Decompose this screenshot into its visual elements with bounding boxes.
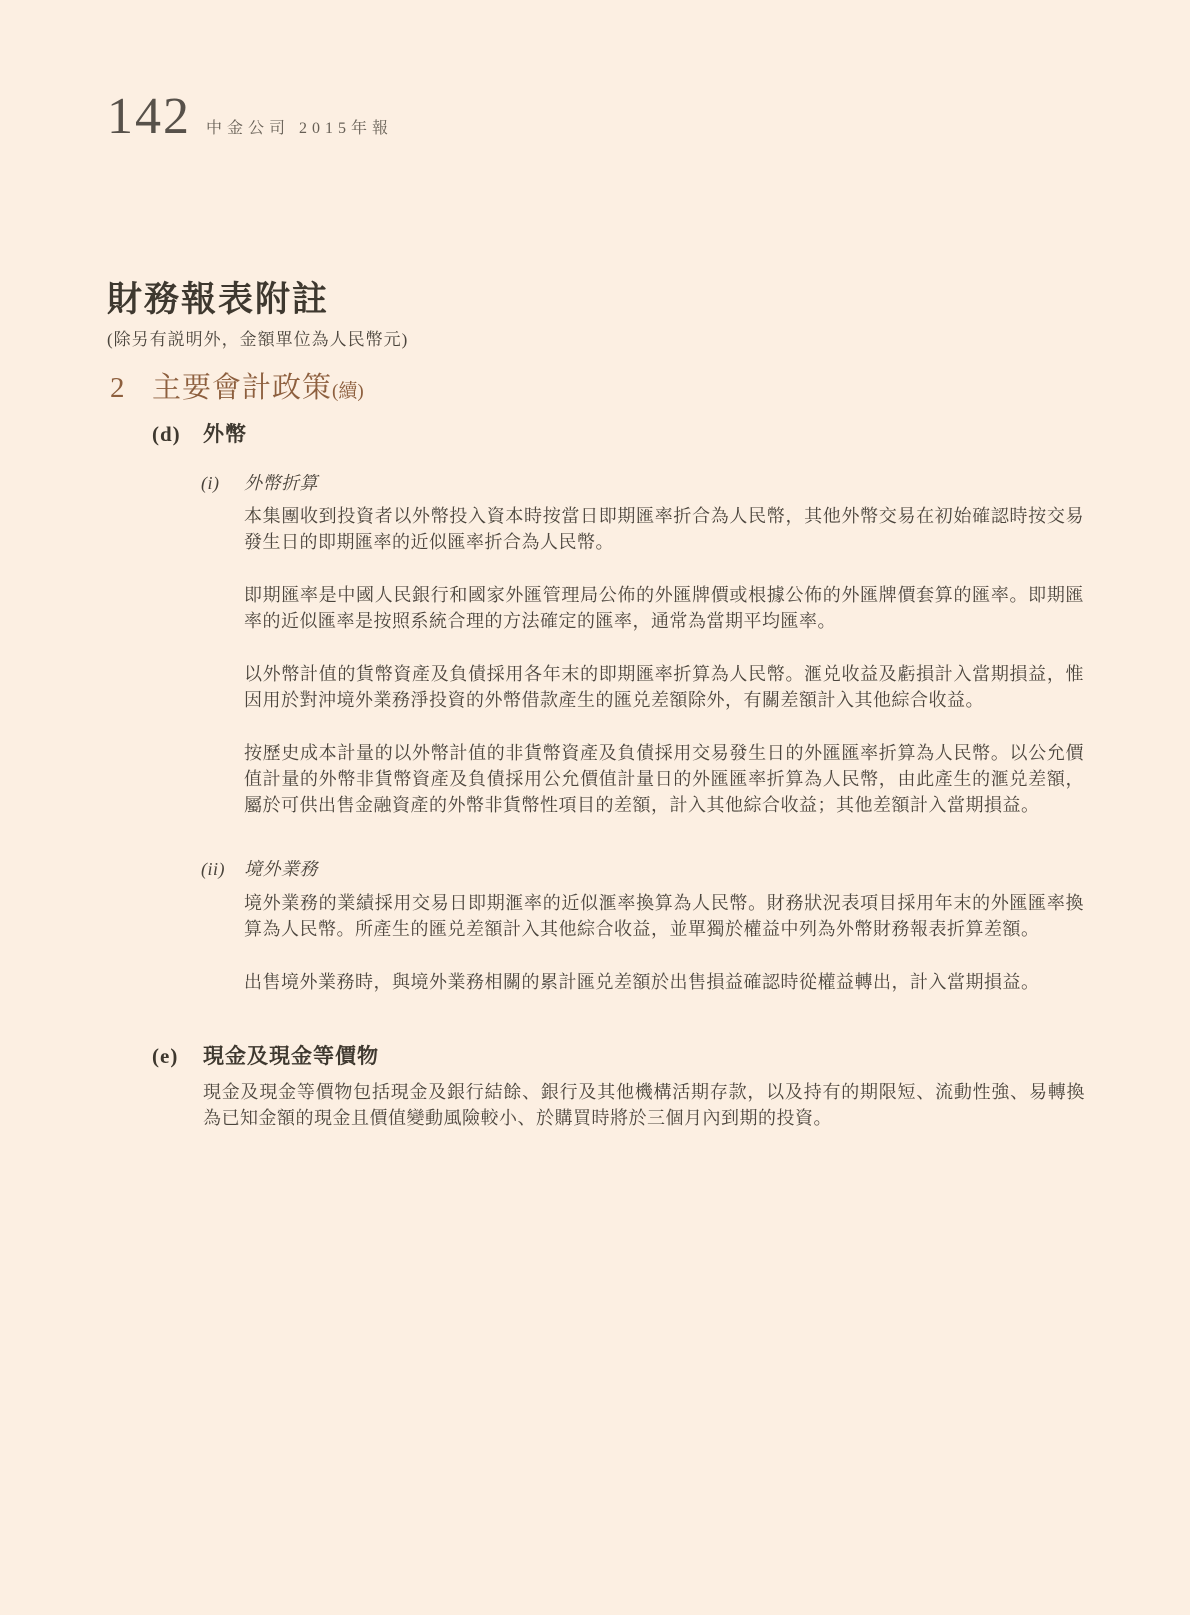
item-i-paragraph-2: 即期匯率是中國人民銀行和國家外匯管理局公佈的外匯牌價或根據公佈的外匯牌價套算的匯率。即期匯率的近似匯率是按照系統合理的方法確定的匯率，通常為當期平均匯率。 [244, 585, 1084, 631]
section-number: 2 [110, 372, 126, 404]
document-title: 財務報表附註 [107, 280, 330, 319]
item-i-title: 外幣折算 [244, 473, 318, 493]
item-i-label: (i) [201, 473, 220, 493]
subsection-e-label: (e) [152, 1044, 179, 1068]
item-i-heading [201, 469, 318, 495]
subsection-e-heading [152, 1040, 379, 1070]
item-ii-paragraph-2: 出售境外業務時，與境外業務相關的累計匯兑差額於出售損益確認時從權益轉出，計入當期損益。 [244, 972, 1040, 992]
page-header [107, 88, 393, 145]
page-number: 142 [107, 88, 191, 145]
item-i-paragraph-1: 本集團收到投資者以外幣投入資本時按當日即期匯率折合為人民幣，其他外幣交易在初始確認時按交易發生日的即期匯率的近似匯率折合為人民幣。 [244, 506, 1084, 552]
item-ii-heading [201, 855, 318, 881]
item-ii-title: 境外業務 [244, 859, 318, 879]
item-ii-label: (ii) [201, 859, 225, 879]
item-ii-paragraph-1: 境外業務的業績採用交易日即期滙率的近似滙率換算為人民幣。財務狀況表項目採用年末的外匯匯率換算為人民幣。所產生的匯兑差額計入其他綜合收益，並單獨於權益中列為外幣財務報表折算差額。 [244, 893, 1084, 939]
subsection-e-paragraph-1: 現金及現金等價物包括現金及銀行結餘、銀行及其他機構活期存款，以及持有的期限短、流動性強、易轉換為已知金額的現金且價值變動風險較小、於購買時將於三個月內到期的投資。 [203, 1082, 1085, 1128]
subsection-e-title: 現金及現金等價物 [203, 1044, 379, 1068]
document-subtitle: (除另有説明外，金額單位為人民幣元) [107, 330, 409, 349]
section-heading [110, 365, 364, 406]
subsection-d-heading [152, 418, 247, 448]
item-i-paragraph-4: 按歷史成本計量的以外幣計值的非貨幣資產及負債採用交易發生日的外匯匯率折算為人民幣。以公允價值計量的外幣非貨幣資產及負債採用公允價值計量日的外匯匯率折算為人民幣，由此產生的滙兑差額，屬於可供出售金融資產的外幣非貨幣性項目的差額，計入其他綜合收益；其他差額計入當期損益。 [244, 743, 1084, 815]
company-year-label: 中金公司 2015年報 [206, 120, 394, 137]
subsection-d-title: 外幣 [203, 422, 247, 446]
section-continued-label: (續) [332, 381, 364, 402]
subsection-d-label: (d) [152, 422, 181, 446]
item-i-paragraph-3: 以外幣計值的貨幣資產及負債採用各年末的即期匯率折算為人民幣。滙兑收益及虧損計入當期損益，惟因用於對沖境外業務淨投資的外幣借款產生的匯兑差額除外，有關差額計入其他綜合收益。 [244, 664, 1084, 710]
section-title: 主要會計政策 [152, 372, 333, 404]
